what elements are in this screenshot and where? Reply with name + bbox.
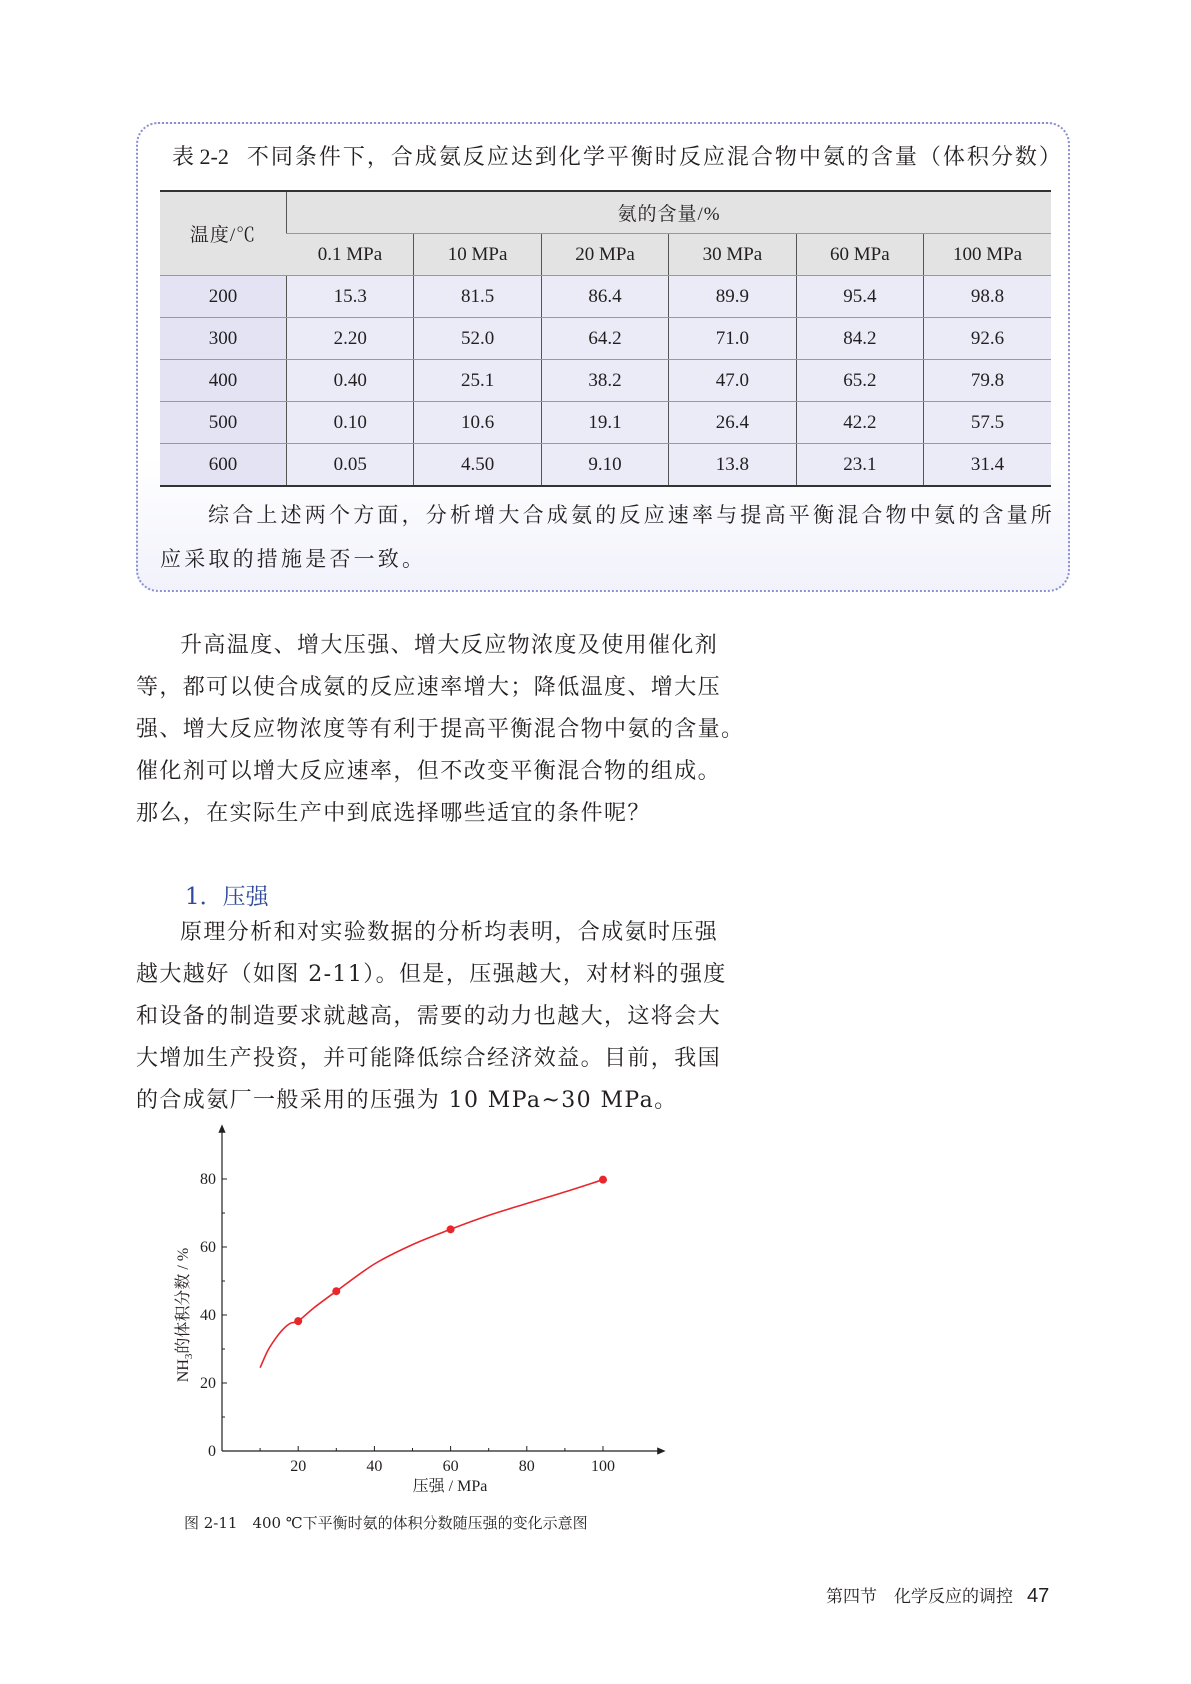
- pressure-header: 0.1 MPa: [287, 234, 414, 276]
- table-cell: 65.2: [796, 360, 923, 402]
- section-heading: 1．压强: [185, 884, 269, 910]
- table-cell: 57.5: [924, 402, 1051, 444]
- table-cell: 15.3: [287, 276, 414, 318]
- question-line: 应采取的措施是否一致。: [160, 547, 427, 571]
- page-number: 47: [1027, 1585, 1050, 1607]
- table-row: [160, 360, 1051, 402]
- paragraph-pressure: [136, 912, 756, 1122]
- paragraph-line: 越大越好（如图 2-11）。但是，压强越大，对材料的强度: [136, 962, 727, 987]
- table-row: [160, 276, 1051, 318]
- temperature-cell: 600: [160, 444, 287, 487]
- table-number: 表 2-2: [172, 144, 229, 169]
- paragraph-line: 等，都可以使合成氨的反应速率增大；降低温度、增大压: [136, 675, 722, 700]
- table-cell: 47.0: [669, 360, 796, 402]
- pressure-header: 60 MPa: [796, 234, 923, 276]
- paragraph-conditions: [136, 625, 756, 835]
- table-cell: 98.8: [924, 276, 1051, 318]
- pressure-header: 30 MPa: [669, 234, 796, 276]
- table-cell: 19.1: [541, 402, 668, 444]
- figure-caption: 图 2-11 400 ℃下平衡时氨的体积分数随压强的变化示意图: [184, 1514, 588, 1532]
- table-cell: 79.8: [924, 360, 1051, 402]
- ammonia-content-header: 氨的含量/%: [287, 191, 1052, 234]
- table-cell: 38.2: [541, 360, 668, 402]
- table-cell: 10.6: [414, 402, 541, 444]
- table-cell: 26.4: [669, 402, 796, 444]
- temperature-cell: 500: [160, 402, 287, 444]
- y-tick-label: 0: [208, 1443, 216, 1460]
- y-tick-label: 40: [200, 1307, 216, 1324]
- x-axis-label: 压强 / MPa: [412, 1478, 488, 1495]
- table-cell: 84.2: [796, 318, 923, 360]
- ammonia-content-table: [160, 190, 1051, 487]
- pressure-header: 10 MPa: [414, 234, 541, 276]
- paragraph-line: 的合成氨厂一般采用的压强为 10 MPa~30 MPa。: [136, 1088, 678, 1113]
- discussion-question: [160, 493, 1060, 581]
- y-axis-label: $NH_3$的体积分数 / %: [175, 1247, 195, 1383]
- temperature-header: 温度/℃: [160, 191, 287, 276]
- temperature-cell: 400: [160, 360, 287, 402]
- table-cell: 52.0: [414, 318, 541, 360]
- y-tick-label: 80: [200, 1171, 216, 1188]
- series-line: [260, 1180, 603, 1368]
- table-cell: 89.9: [669, 276, 796, 318]
- pressure-header: 20 MPa: [541, 234, 668, 276]
- table-cell: 9.10: [541, 444, 668, 487]
- table-cell: 31.4: [924, 444, 1051, 487]
- data-point: [294, 1317, 302, 1325]
- pressure-header: 100 MPa: [924, 234, 1051, 276]
- data-point: [447, 1225, 455, 1233]
- footer-section: 第四节 化学反应的调控: [826, 1587, 1013, 1607]
- table-cell: 81.5: [414, 276, 541, 318]
- question-line: 综合上述两个方面，分析增大合成氨的反应速率与提高平衡混合物中氨的含量所: [208, 503, 1055, 527]
- table-cell: 64.2: [541, 318, 668, 360]
- x-tick-label: 80: [518, 1458, 535, 1475]
- paragraph-line: 原理分析和对实验数据的分析均表明，合成氨时压强: [180, 920, 719, 945]
- paragraph-line: 和设备的制造要求就越高，需要的动力也越大，这将会大: [136, 1004, 722, 1029]
- paragraph-line: 大增加生产投资，并可能降低综合经济效益。目前，我国: [136, 1046, 722, 1071]
- table-cell: 92.6: [924, 318, 1051, 360]
- table-cell: 23.1: [796, 444, 923, 487]
- table-cell: 13.8: [669, 444, 796, 487]
- table-cell: 42.2: [796, 402, 923, 444]
- paragraph-line: 强、增大反应物浓度等有利于提高平衡混合物中氨的含量。: [136, 717, 745, 742]
- table-cell: 4.50: [414, 444, 541, 487]
- table-cell: 95.4: [796, 276, 923, 318]
- table-cell: 2.20: [287, 318, 414, 360]
- table-cell: 0.40: [287, 360, 414, 402]
- y-tick-label: 20: [200, 1375, 216, 1392]
- table-title: 不同条件下，合成氨反应达到化学平衡时反应混合物中氨的含量（体积分数）: [246, 145, 1063, 170]
- x-tick-label: 60: [442, 1458, 459, 1475]
- page-footer: [826, 1582, 1049, 1608]
- table-row: [160, 444, 1051, 487]
- table-cell: 0.10: [287, 402, 414, 444]
- table-cell: 0.05: [287, 444, 414, 487]
- y-tick-label: 60: [200, 1239, 216, 1256]
- x-tick-label: 40: [366, 1458, 383, 1475]
- table-cell: 25.1: [414, 360, 541, 402]
- data-point: [332, 1287, 340, 1295]
- table-cell: 86.4: [541, 276, 668, 318]
- x-tick-label: 100: [591, 1458, 615, 1475]
- paragraph-line: 催化剂可以增大反应速率，但不改变平衡混合物的组成。: [136, 759, 722, 784]
- temperature-cell: 300: [160, 318, 287, 360]
- paragraph-line: 那么，在实际生产中到底选择哪些适宜的条件呢？: [136, 801, 651, 826]
- paragraph-line: 升高温度、增大压强、增大反应物浓度及使用催化剂: [180, 633, 719, 658]
- table-cell: 71.0: [669, 318, 796, 360]
- table-row: [160, 318, 1051, 360]
- table-row: [160, 402, 1051, 444]
- table-caption: [172, 140, 1063, 171]
- x-tick-label: 20: [290, 1458, 307, 1475]
- data-point: [599, 1176, 607, 1184]
- pressure-vs-ammonia-chart: [160, 1120, 680, 1510]
- temperature-cell: 200: [160, 276, 287, 318]
